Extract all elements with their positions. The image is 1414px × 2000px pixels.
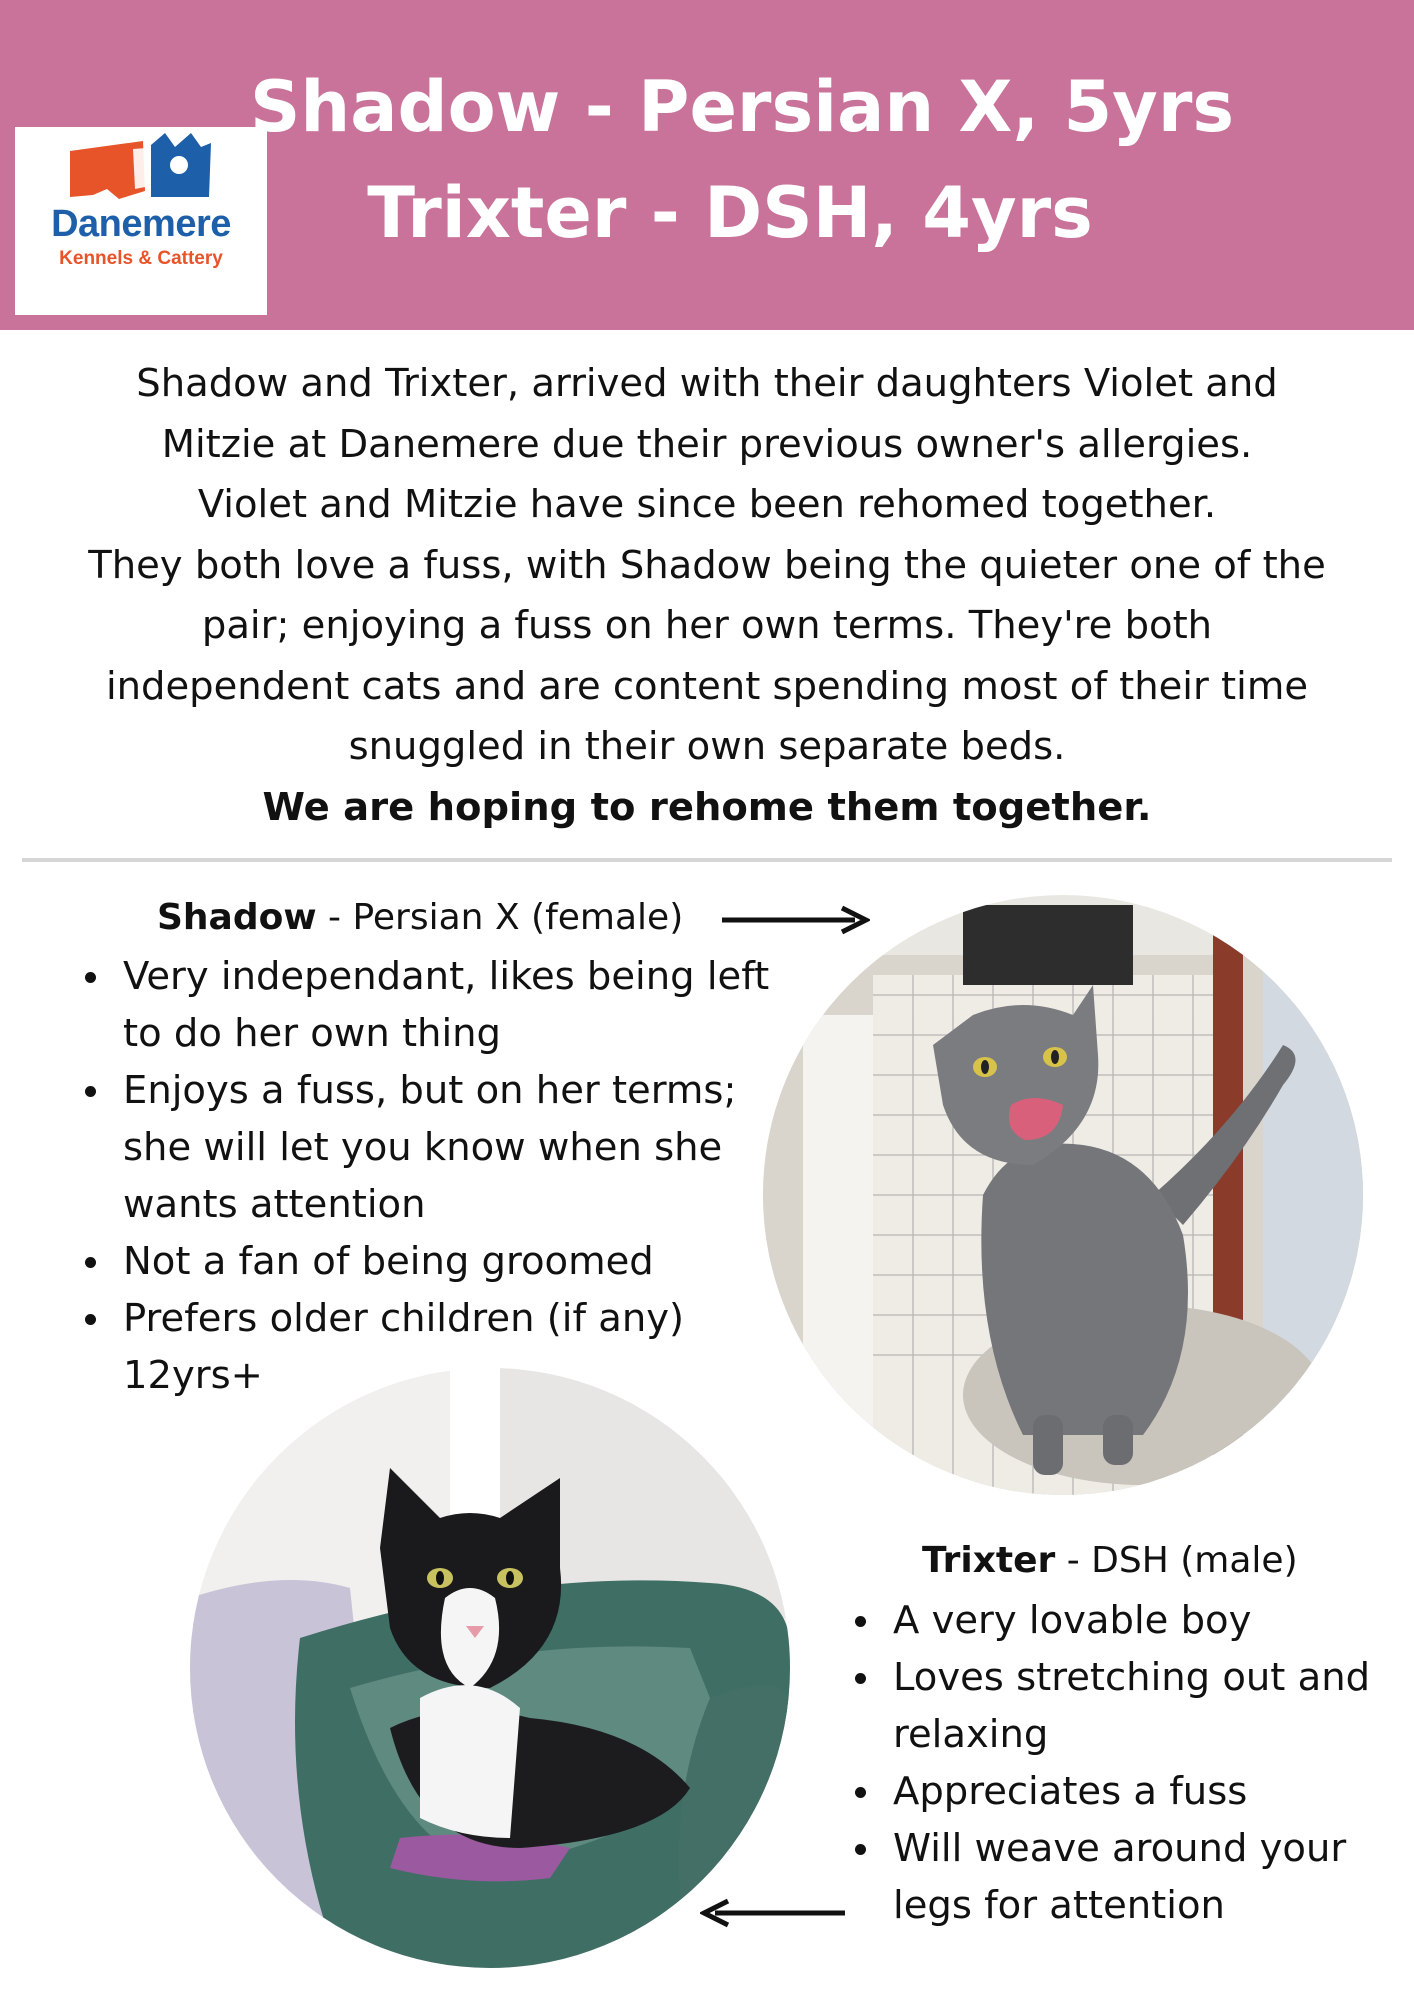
- header-banner: [0, 0, 1414, 330]
- intro-line: snuggled in their own separate beds.: [348, 724, 1066, 769]
- list-item: Will weave around your legs for attention: [848, 1820, 1408, 1934]
- intro-line: pair; enjoying a fuss on her own terms. They're both: [201, 603, 1213, 648]
- shadow-traits: [78, 948, 808, 1404]
- trixter-description: - DSH (male): [1055, 1540, 1298, 1581]
- list-item: Not a fan of being groomed: [78, 1233, 808, 1290]
- intro-text: [20, 354, 1394, 838]
- list-item: Prefers older children (if any) 12yrs+: [78, 1290, 808, 1404]
- intro-line: Mitzie at Danemere due their previous owner's allergies.: [161, 421, 1253, 467]
- trixter-traits: [848, 1592, 1408, 1934]
- intro-line: independent cats and are content spending most of their time: [105, 663, 1309, 709]
- page-title-line-2: Trixter - DSH, 4yrs: [367, 172, 1093, 254]
- shadow-description: - Persian X (female): [316, 897, 684, 938]
- list-item: Enjoys a fuss, but on her terms; she will let you know when she wants attention: [78, 1062, 808, 1233]
- logo-name: Danemere: [51, 203, 231, 245]
- logo-subtitle: Kennels & Cattery: [59, 248, 223, 269]
- grey-cat-photo: [763, 895, 1363, 1495]
- danemere-logo: [15, 127, 267, 315]
- arrow-right-icon: [720, 905, 870, 935]
- shadow-name: Shadow: [157, 897, 317, 938]
- trixter-heading: [922, 1540, 1298, 1581]
- list-item: Very independant, likes being left to do her own thing: [78, 948, 808, 1062]
- black-white-cat-photo: [190, 1368, 790, 1968]
- list-item: Loves stretching out and relaxing: [848, 1649, 1408, 1763]
- intro-emphasis: We are hoping to rehome them together.: [262, 784, 1152, 830]
- list-item: Appreciates a fuss: [848, 1763, 1408, 1820]
- intro-line: They both love a fuss, with Shadow being the quieter one of the: [88, 542, 1326, 588]
- intro-line: Shadow and Trixter, arrived with their daughters Violet and: [136, 361, 1278, 406]
- arrow-left-icon: [700, 1898, 850, 1928]
- section-divider: [22, 858, 1392, 862]
- list-item: A very lovable boy: [848, 1592, 1408, 1649]
- intro-line: Violet and Mitzie have since been rehomed together.: [197, 482, 1217, 527]
- page-title-line-1: Shadow - Persian X, 5yrs: [250, 66, 1234, 148]
- shadow-heading: [157, 897, 683, 938]
- trixter-name: Trixter: [922, 1540, 1056, 1581]
